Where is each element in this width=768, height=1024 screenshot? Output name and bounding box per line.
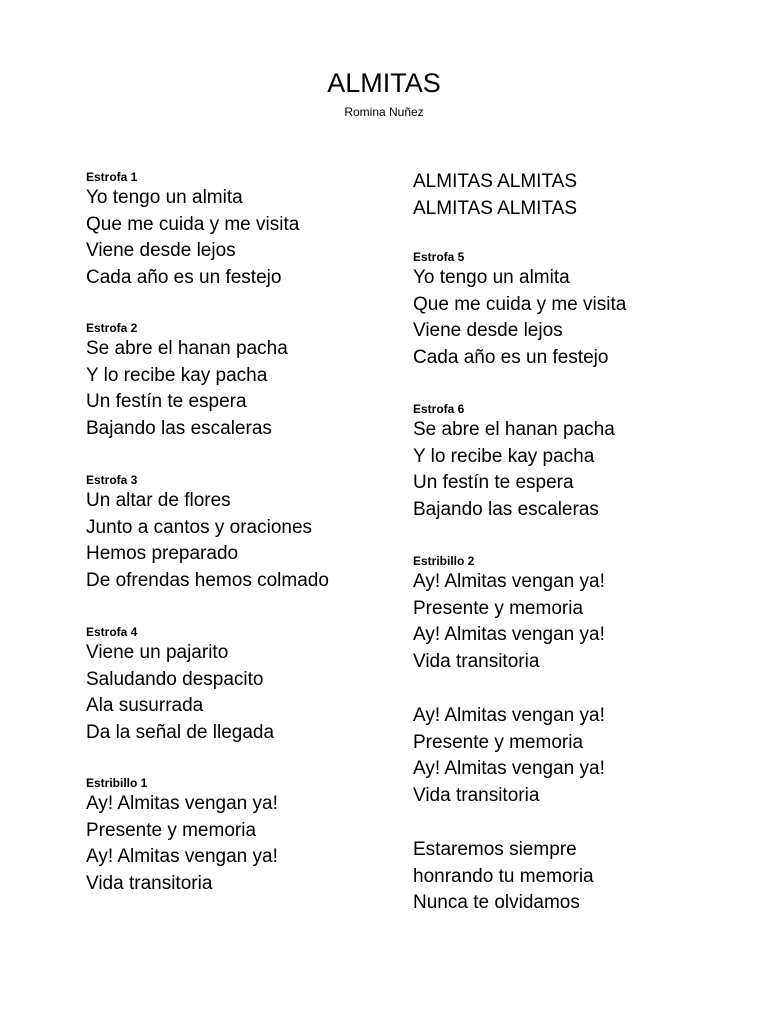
stanza-label: Estribillo 2 bbox=[413, 554, 475, 568]
stanza-label: Estrofa 3 bbox=[86, 473, 138, 487]
lyric-line: Ay! Almitas vengan ya! bbox=[413, 571, 605, 592]
lyric-line: Junto a cantos y oraciones bbox=[86, 516, 313, 538]
stanza bbox=[86, 320, 386, 443]
stanza bbox=[86, 169, 386, 292]
lyric-line: Que me cuida y me visita bbox=[86, 213, 300, 235]
lyric-line: Yo tengo un almita bbox=[86, 187, 243, 208]
lyric-line: Ay! Almitas vengan ya! bbox=[413, 624, 605, 646]
lyric-line: Ala susurrada bbox=[86, 695, 204, 717]
lyric-line: Presente y memoria bbox=[413, 597, 584, 619]
lyric-line: Yo tengo un almita bbox=[413, 267, 570, 288]
stanza bbox=[86, 472, 386, 595]
page-title: ALMITAS bbox=[327, 68, 441, 98]
author-name: Romina Nuñez bbox=[344, 105, 424, 119]
lyric-line: Da la señal de llegada bbox=[86, 722, 275, 744]
lyric-line: Nunca te olvidamos bbox=[413, 892, 580, 914]
stanza bbox=[413, 703, 733, 810]
lyric-line: Se abre el hanan pacha bbox=[86, 338, 288, 359]
lyric-line: Cada año es un festejo bbox=[86, 267, 282, 289]
lyric-line: Un festín te espera bbox=[86, 391, 247, 413]
lyric-line: Vida transitoria bbox=[413, 651, 540, 673]
stanza-label: Estrofa 5 bbox=[413, 250, 465, 264]
lyric-line: De ofrendas hemos colmado bbox=[86, 570, 329, 592]
stanza bbox=[413, 401, 733, 524]
lyric-line: ALMITAS ALMITAS bbox=[413, 197, 578, 219]
lyric-line: Un altar de flores bbox=[86, 490, 231, 511]
lyric-line: Saludando despacito bbox=[86, 668, 264, 690]
stanza-label: Estrofa 4 bbox=[86, 625, 138, 639]
lyric-line: Presente y memoria bbox=[413, 731, 584, 753]
stanza bbox=[413, 169, 733, 222]
lyric-line: Que me cuida y me visita bbox=[413, 293, 627, 315]
stanza bbox=[86, 624, 386, 747]
lyric-line: Ay! Almitas vengan ya! bbox=[413, 705, 605, 726]
stanza bbox=[413, 249, 733, 372]
lyric-line: Estaremos siempre bbox=[413, 839, 577, 860]
lyric-line: Ay! Almitas vengan ya! bbox=[413, 758, 605, 780]
lyric-line: Viene desde lejos bbox=[413, 320, 563, 342]
lyric-line: Bajando las escaleras bbox=[86, 418, 272, 440]
lyric-line: Vida transitoria bbox=[413, 785, 540, 807]
stanza-label: Estrofa 1 bbox=[86, 170, 138, 184]
lyric-line: Hemos preparado bbox=[86, 543, 239, 565]
stanza bbox=[413, 553, 733, 676]
lyric-line: Se abre el hanan pacha bbox=[413, 419, 615, 440]
lyric-line: Bajando las escaleras bbox=[413, 499, 599, 521]
stanza-label: Estribillo 1 bbox=[86, 776, 148, 790]
lyric-line: Presente y memoria bbox=[86, 819, 257, 841]
lyric-line: Y lo recibe kay pacha bbox=[86, 364, 268, 386]
stanza-label: Estrofa 6 bbox=[413, 402, 465, 416]
stanza-label: Estrofa 2 bbox=[86, 321, 138, 335]
lyric-line: Viene desde lejos bbox=[86, 240, 236, 262]
stanza bbox=[413, 837, 733, 917]
lyric-line: Ay! Almitas vengan ya! bbox=[86, 793, 278, 814]
lyric-line: Ay! Almitas vengan ya! bbox=[86, 846, 278, 868]
lyric-line: Un festín te espera bbox=[413, 472, 574, 494]
lyric-line: Y lo recibe kay pacha bbox=[413, 445, 595, 467]
lyric-line: Viene un pajarito bbox=[86, 642, 229, 663]
lyric-line: Vida transitoria bbox=[86, 873, 213, 895]
lyric-line: Cada año es un festejo bbox=[413, 347, 609, 369]
stanza bbox=[86, 775, 386, 898]
lyric-line: ALMITAS ALMITAS bbox=[413, 171, 578, 192]
lyric-line: honrando tu memoria bbox=[413, 865, 594, 887]
